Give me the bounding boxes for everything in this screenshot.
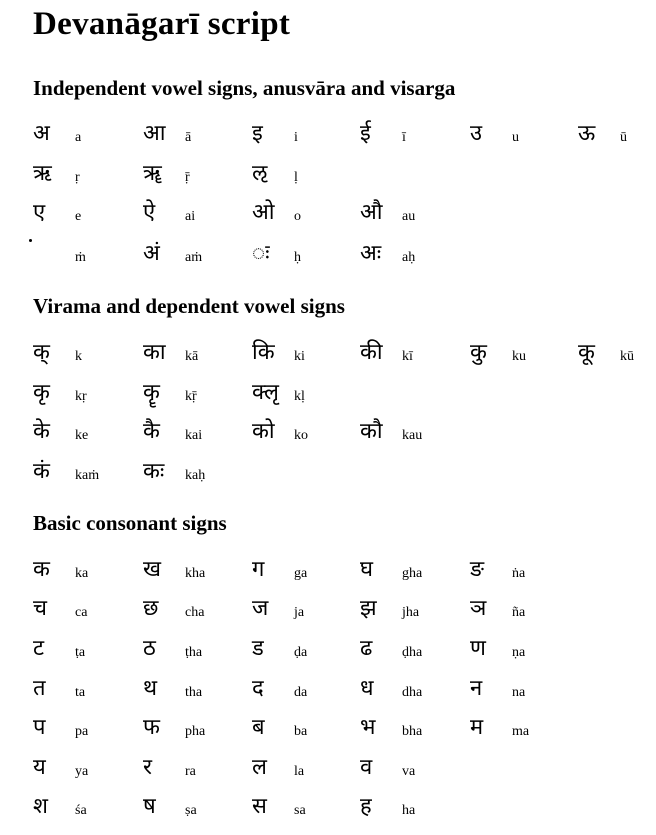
- section-heading: Independent vowel signs, anusvāra and visarga: [33, 76, 456, 100]
- transliteration: ṭha: [185, 645, 203, 660]
- transliteration: kau: [402, 428, 423, 443]
- transliteration: ṛ: [75, 170, 80, 185]
- transliteration: ḍha: [402, 645, 423, 660]
- transliteration: kha: [185, 566, 206, 581]
- devanagari-glyph: ञ: [470, 596, 487, 621]
- devanagari-glyph: कं: [33, 459, 50, 484]
- devanagari-glyph: क्: [33, 340, 50, 365]
- transliteration: na: [512, 685, 526, 700]
- glyph-row: [0, 458, 656, 492]
- devanagari-glyph: अं: [143, 241, 160, 266]
- transliteration: cha: [185, 605, 205, 620]
- transliteration: ṅa: [512, 566, 526, 581]
- transliteration: jha: [402, 605, 420, 620]
- devanagari-glyph: ॠ: [143, 161, 162, 186]
- devanagari-glyph: घ: [360, 557, 374, 582]
- devanagari-glyph: को: [252, 419, 275, 444]
- transliteration: i: [294, 130, 298, 145]
- devanagari-glyph: औ: [360, 200, 383, 225]
- devanagari-glyph: न: [470, 676, 483, 701]
- transliteration: ya: [75, 764, 89, 779]
- devanagari-glyph: श: [33, 794, 48, 819]
- devanagari-glyph: के: [33, 419, 50, 444]
- glyph-row: [0, 793, 656, 827]
- transliteration: ka: [75, 566, 89, 581]
- devanagari-glyph: कै: [143, 419, 160, 444]
- devanagari-glyph: कू: [578, 340, 595, 365]
- devanagari-glyph: य: [33, 755, 46, 780]
- devanagari-glyph: प: [33, 715, 46, 740]
- transliteration: kū: [620, 349, 634, 364]
- devanagari-glyph: ऌ: [252, 161, 268, 186]
- devanagari-glyph: क्लृ: [252, 380, 279, 405]
- devanagari-glyph: कृ: [33, 380, 50, 405]
- glyph-row: [0, 675, 656, 709]
- glyph-row: [0, 714, 656, 748]
- devanagari-glyph: ओ: [252, 200, 275, 225]
- transliteration: kai: [185, 428, 203, 443]
- glyph-row: [0, 556, 656, 590]
- transliteration: śa: [75, 803, 87, 818]
- devanagari-glyph: ण: [470, 636, 486, 661]
- devanagari-glyph: म: [470, 715, 484, 740]
- devanagari-glyph: कु: [470, 340, 487, 365]
- transliteration: ṇa: [512, 645, 526, 660]
- transliteration: aṁ: [185, 250, 203, 265]
- devanagari-glyph: झ: [360, 596, 377, 621]
- transliteration: kī: [402, 349, 413, 364]
- transliteration: ha: [402, 803, 416, 818]
- glyph-row: [0, 339, 656, 373]
- glyph-row: [0, 120, 656, 154]
- transliteration: a: [75, 130, 82, 145]
- devanagari-glyph: का: [143, 340, 166, 365]
- devanagari-glyph: अः: [360, 241, 382, 266]
- devanagari-glyph: ब: [252, 715, 265, 740]
- glyph-row: [0, 160, 656, 194]
- devanagari-glyph: ड: [252, 636, 264, 661]
- transliteration: tha: [185, 685, 203, 700]
- transliteration: ī: [402, 130, 406, 145]
- transliteration: kṛ: [75, 389, 87, 404]
- devanagari-glyph: कौ: [360, 419, 383, 444]
- glyph-row: [0, 595, 656, 629]
- devanagari-glyph: ष: [143, 794, 156, 819]
- transliteration: ḍa: [294, 645, 308, 660]
- transliteration: ā: [185, 130, 192, 145]
- devanagari-glyph: ज: [252, 596, 269, 621]
- transliteration: ke: [75, 428, 89, 443]
- transliteration: va: [402, 764, 416, 779]
- transliteration: ko: [294, 428, 308, 443]
- devanagari-glyph: व: [360, 755, 373, 780]
- transliteration: ma: [512, 724, 530, 739]
- transliteration: ḥ: [294, 250, 301, 265]
- section-heading: Virama and dependent vowel signs: [33, 294, 345, 318]
- devanagari-glyph: ट: [33, 636, 45, 661]
- devanagari-glyph: ए: [33, 200, 46, 225]
- devanagari-glyph: ई: [360, 121, 371, 146]
- devanagari-glyph: ध: [360, 676, 374, 701]
- section-heading: Basic consonant signs: [33, 511, 227, 535]
- transliteration: ū: [620, 130, 627, 145]
- devanagari-glyph: ः: [252, 241, 270, 266]
- devanagari-glyph: ऊ: [578, 121, 596, 146]
- devanagari-glyph: कः: [143, 459, 165, 484]
- transliteration: ṝ: [185, 170, 190, 185]
- devanagari-glyph: छ: [143, 596, 159, 621]
- devanagari-glyph: स: [252, 794, 267, 819]
- devanagari-glyph: उ: [470, 121, 483, 146]
- transliteration: ai: [185, 209, 196, 224]
- devanagari-glyph: र: [143, 755, 152, 780]
- transliteration: ga: [294, 566, 308, 581]
- devanagari-glyph: त: [33, 676, 46, 701]
- devanagari-glyph: ऋ: [33, 161, 52, 186]
- transliteration: da: [294, 685, 308, 700]
- transliteration: ta: [75, 685, 86, 700]
- devanagari-glyph: ढ: [360, 636, 373, 661]
- devanagari-glyph: ठ: [143, 636, 156, 661]
- transliteration: ḷ: [294, 170, 298, 185]
- transliteration: ba: [294, 724, 308, 739]
- devanagari-glyph: कॄ: [143, 380, 160, 405]
- devanagari-glyph: ऐ: [143, 200, 156, 225]
- transliteration: ki: [294, 349, 305, 364]
- devanagari-glyph: थ: [143, 676, 158, 701]
- transliteration: ku: [512, 349, 526, 364]
- devanagari-glyph: द: [252, 676, 264, 701]
- glyph-row: [0, 379, 656, 413]
- devanagari-glyph: की: [360, 340, 383, 365]
- devanagari-glyph: आ: [143, 121, 166, 146]
- devanagari-glyph: भ: [360, 715, 376, 740]
- transliteration: bha: [402, 724, 423, 739]
- devanagari-glyph: ङ: [470, 557, 485, 582]
- transliteration: ra: [185, 764, 196, 779]
- glyph-row: [0, 240, 656, 274]
- stray-dot: [29, 239, 32, 242]
- transliteration: pha: [185, 724, 206, 739]
- page-title: Devanāgarī script: [33, 6, 291, 42]
- transliteration: sa: [294, 803, 306, 818]
- transliteration: gha: [402, 566, 423, 581]
- transliteration: ṣa: [185, 803, 197, 818]
- transliteration: ja: [294, 605, 305, 620]
- transliteration: kḷ: [294, 389, 305, 404]
- devanagari-glyph: अ: [33, 121, 50, 146]
- transliteration: kaṁ: [75, 468, 100, 483]
- transliteration: dha: [402, 685, 423, 700]
- transliteration: pa: [75, 724, 89, 739]
- transliteration: kaḥ: [185, 468, 206, 483]
- glyph-row: [0, 418, 656, 452]
- transliteration: o: [294, 209, 301, 224]
- transliteration: ṭa: [75, 645, 86, 660]
- transliteration: au: [402, 209, 416, 224]
- devanagari-glyph: क: [33, 557, 50, 582]
- transliteration: k: [75, 349, 82, 364]
- transliteration: ṁ: [75, 250, 86, 265]
- devanagari-glyph: ख: [143, 557, 161, 582]
- glyph-row: [0, 199, 656, 233]
- devanagari-glyph: ग: [252, 557, 265, 582]
- transliteration: e: [75, 209, 82, 224]
- transliteration: u: [512, 130, 519, 145]
- transliteration: aḥ: [402, 250, 416, 265]
- transliteration: la: [294, 764, 305, 779]
- devanagari-glyph: इ: [252, 121, 263, 146]
- transliteration: ca: [75, 605, 88, 620]
- devanagari-glyph: ह: [360, 794, 372, 819]
- transliteration: kā: [185, 349, 199, 364]
- transliteration: ña: [512, 605, 526, 620]
- glyph-row: [0, 754, 656, 788]
- transliteration: kṝ: [185, 389, 197, 404]
- devanagari-glyph: ल: [252, 755, 267, 780]
- devanagari-glyph: फ: [143, 715, 160, 740]
- devanagari-glyph: कि: [252, 340, 275, 365]
- glyph-row: [0, 635, 656, 669]
- devanagari-glyph: च: [33, 596, 47, 621]
